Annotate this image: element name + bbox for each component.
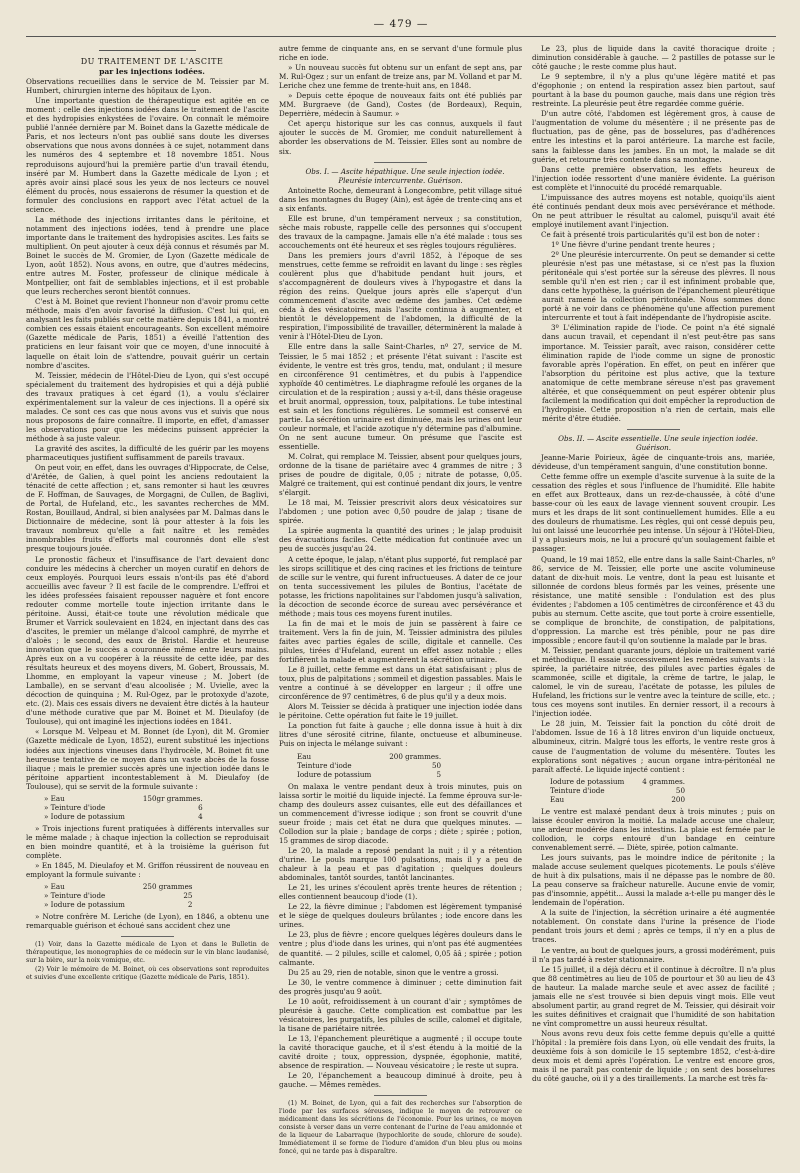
paragraph: Le 22, la fièvre diminue ; l'abdomen est légèrement tympanisé et le siège de quelques douleurs brûlantes ; iode encore dans les urines.: [279, 902, 522, 930]
formula-ingredient: Teinture d'iode: [297, 760, 352, 770]
paragraph: Le 15 juillet, il a déjà décru et il continue à décroître. Il n'a plus que 88 centimètres au lieu de 105 de pourtour et 30 au lieu de 43 de hauteur. La malade marche seule et avec assez de facilité ; jamais elle ne s'est trouvée si bien depuis vingt mois. Elle veut absolument partir, au grand regret de M. Teissier, qui désirait voir les suites définitives et craignait que l'humidité de son habitation ne vînt compromettre un aussi heureux résultat.: [532, 964, 775, 1028]
paragraph: M. Colrat, qui remplace M. Teissier, absent pour quelques jours, ordonne de la tisane de pariétaire avec 4 grammes de nitre ; 3 prises de poudre de digitale, 0,05 ; nitrate de potasse, 0,05. Malgré ce traitement, qui est continué pendant dix jours, le ventre s'élargit.: [279, 452, 522, 498]
paragraph: La méthode des injections irritantes dans le péritoine, et notamment des injections iodées, tend à prendre une place importante dans le traitement des hydropisies ascites. Les faits se multiplient. On peut ajouter à ceux déjà connus et résumés par M. Boinet le succès de M. Gromier, de Lyon (Gazette médicale de Lyon, août 1852). Nous avons, en outre, que d'autres médecins, entre autres M. Foster, professeur de clinique médicale à Montpellier, ont fait de semblables injections, et il est probable que leurs recherches seront bientôt connues.: [26, 214, 269, 297]
formula-ingredient: Teinture d'iode: [550, 785, 605, 795]
footnote: (2) Voir le mémoire de M. Boinet, où ces observations sont reproduites et suivies d'une excellente critique (Gazette médicale de Paris, 1851).: [26, 966, 269, 982]
formula-row: [546, 777, 689, 786]
page-header: [26, 14, 776, 37]
footnote: (1) Voir, dans la Gazette médicale de Lyon et dans le Bulletin de thérapeutique, les monographies de ce médecin sur le vin blanc laudanisé, sur la bière, sur la noix vomique, etc.: [26, 941, 269, 965]
paragraph: Une importante question de thérapeutique est agitée en ce moment : celle des injections iodées dans le traitement de l'ascite et des hydropisies enkystées de l'ovaire. On connaît le mémoire publié l'année dernière par M. Boinet dans la Gazette médicale de Paris, et nos lecteurs n'ont pas oublié sans doute les diverses observations que nous avons données à ce sujet, notamment dans les numéros des 4 septembre et 18 novembre 1851. Nous reproduisons aujourd'hui la première partie d'un travail étendu, inséré par M. Humbert dans la Gazette médicale de Lyon ; et après avoir ainsi placé sous les yeux de nos lecteurs ce nouvel élément du procès, nous essaierons de résumer la question et de formuler des conclusions en rapport avec l'état actuel de la science.: [26, 96, 269, 214]
formula-quantity: 50: [675, 785, 686, 795]
paragraph: M. Teissier, médecin de l'Hôtel-Dieu de Lyon, qui s'est occupé spécialement du traitement des hydropisies et qui a déjà publié des travaux pratiques à cet égard (1), a voulu s'éclairer expérimentalement sur la valeur de ces injections. Il a opéré six malades. Ce sont ces cas que nous avons vus et suivis que nous nous proposons de faire connaître. Il importe, en effet, d'amasser les observations pour que les médecins puissent apprécier la méthode à sa juste valeur.: [26, 370, 269, 443]
column-1: [26, 44, 269, 1162]
article-intro: Observations recueillies dans le service de M. Teissier par M. Humbert, chirurgien interne des hôpitaux de Lyon.: [26, 77, 269, 96]
formula-quantity: 5: [436, 769, 442, 779]
formula-ingredient: » Teinture d'iode: [44, 802, 106, 812]
paragraph: Le pronostic fâcheux et l'insuffisance de l'art devaient donc conduire les médecins à chercher un moyen curatif en dehors de ceux employés. Pourquoi leurs essais n'ont-ils pas été d'abord accueillis avec faveur ? Il est facile de le comprendre. L'effroi et les idées professées faisaient repousser naguère et font encore redouter comme mortelle toute injection irritante dans le péritoine. Aussi, était-ce toute une révolution médicale que Brumer et Varrick soulevaient en 1824, en injectant dans des cas d'ascites, le premier un mélange d'alcool camphré, de myrrhe et d'aloès ; le second, des eaux de Bristol. Hardie et heureuse innovation que le succès a couronnée même entre leurs mains. Après eux on a vu coopérer à la réussite de cette idée, par des résultats heureux et des moyens divers, M. Gobert, Broussais, M. Lhomme, en employant la vapeur vineuse ; M. Jobert (de Lamballe), en se servant d'eau alcoolisée ; M. Uvielle, avec la décoction de quinquina ; M. Rul-Ogez, par le protoxyde d'azote, etc. (2). Mais ces essais divers ne devaient être dictés à la hauteur d'une méthode curative que par M. Boinet et M. Dieulafoy (de Toulouse), qui ont imaginé les injections iodées en 1841.: [26, 554, 269, 727]
formula-quantity: 150gr grammes.: [142, 793, 203, 803]
formula-ingredient: » Eau: [44, 882, 65, 892]
paragraph: Le ventre est malaxé pendant deux à trois minutes ; puis on laisse écouler environ la moitié. La malade accuse une chaleur, une ardeur modérée dans les intestins. La plaie est fermée par le collodion, le corps entouré d'un bandage en ceinture convenablement serré. — Diète, spirée, potion calmante.: [532, 806, 775, 852]
formula-row: [40, 900, 196, 909]
paragraph: » Trois injections furent pratiquées à différents intervalles sur le même malade ; à chaque injection la collection se reproduisait en bien moindre quantité, et à la troisième la guérison fut complète.: [26, 823, 269, 861]
formula-table: [546, 777, 689, 804]
paragraph: Le 10 août, refroidissement à un courant d'air ; symptômes de pleurésie à gauche. Cette complication est combattue par les vésicatoires, les purgatifs, les pilules de scille, calomel et digitale, la tisane de pariétaire nitrée.: [279, 996, 522, 1033]
paragraph: Le 23, plus de fièvre ; encore quelques légères douleurs dans le ventre ; plus d'iode dans les urines, qui n'ont pas été augmentées de quantité. — 2 pilules, scille et calomel, 0,05 ââ ; spirée ; potion calmante.: [279, 930, 522, 967]
column-3: [532, 44, 775, 1162]
section-rule: [374, 162, 427, 163]
formula-ingredient: » Eau: [44, 793, 65, 803]
paragraph: D'un autre côté, l'abdomen est légèrement gros, à cause de l'augmentation de volume du mésentère ; il ne présente pas de fluctuation, pas de gêne, pas de bosselures, pas d'adhérences entre les intestins et la paroi antérieure. La marche est facile, sans la faiblesse dans les jambes. En un mot, la malade se dit guérie, et retourne très contente dans sa montagne.: [532, 109, 775, 164]
observation-title: Obs. II. — Ascite essentielle. Une seule injection iodée. Guérison.: [558, 433, 758, 452]
paragraph: Dans cette première observation, les effets heureux de l'injection iodée ressortent d'une manière évidente. La guérison est complète et l'innocuité du procédé remarquable.: [532, 164, 775, 192]
formula-row: [546, 795, 689, 804]
title-rule: [99, 50, 196, 51]
formula-row: [293, 761, 445, 770]
paragraph: Le 13, l'épanchement pleurétique a augmenté ; il occupe toute la cavité thoracique gauche, et il s'est étendu à la moitié de la cavité droite ; toux, oppression, dyspnée, égophonie, matité, absence de respiration. — Nouveau vésicatoire ; le reste ut supra.: [279, 1033, 522, 1071]
formula-row: [293, 752, 445, 761]
column-2: [279, 44, 522, 1162]
paragraph: Dans les premiers jours d'avril 1852, à l'époque de ses menstrues, cette femme se refroidit en lavant du linge : ses règles coulèrent plus que d'habitude pendant huit jours, et s'accompagnèrent de douleurs vives à l'hypogastre et dans la région des reins. Quelque jours après elle s'aperçut d'un commencement d'ascite avec œdème des jambes. Cet œdème céda à des vésicatoires, mais l'ascite continua à augmenter, et bientôt le développement de l'abdomen, la difficulté de la respiration, l'impossibilité de travailler, déterminèrent la malade à venir à l'Hôtel-Dieu de Lyon.: [279, 250, 522, 342]
formula-quantity: 25: [183, 891, 193, 901]
paragraph: A la suite de l'injection, la sécrétion urinaire a été augmentée notablement. On constate dans l'urine la présence de l'iode pendant trois jours et demi ; après ce temps, il n'y en a plus de traces.: [532, 908, 775, 945]
paragraph: M. Teissier, pendant quarante jours, déploie un traitement varié et méthodique. Il essaie successivement les remèdes suivants : la spirée, la pariétaire nitrée, des pilules avec parties égales de scammonée, scille et digitale, la crème de tartre, le jalap, le calomel, le vin de sureau, l'acétate de potasse, les pilules de Hufeland, les frictions sur le ventre avec la teinture de scille, etc. ; tous ces moyens sont inutiles. En dernier ressort, il a recours à l'injection iodée.: [532, 646, 775, 719]
paragraph: Le 8 juillet, cette femme est dans un état satisfaisant ; plus de toux, plus de palpitations ; sommeil et digestion passables. Mais le ventre a continué à se développer en largeur ; il offre une circonférence de 97 centimètres, 6 de plus qu'il y a deux mois.: [279, 665, 522, 702]
paragraph: Le 30, le ventre commence à diminuer ; cette diminution fait des progrès jusqu'au 9 août.: [279, 977, 522, 996]
paragraph: Alors M. Teissier se décida à pratiquer une injection iodée dans le péritoine. Cette opération fut faite le 19 juillet.: [279, 702, 522, 721]
formula-table: [293, 752, 445, 779]
paragraph: Antoinette Roche, demeurant à Longecombre, petit village situé dans les montagnes du Bugey (Ain), est âgée de trente-cinq ans et a six enfants.: [279, 185, 522, 213]
formula-row: [40, 891, 196, 900]
formula-table: [40, 882, 196, 909]
formula-row: [293, 770, 445, 779]
paragraph: Le ventre, au bout de quelques jours, a grossi modérément, puis il n'a pas tardé à rester stationnaire.: [532, 945, 775, 964]
page-number: — 479 —: [373, 18, 429, 30]
formula-quantity: 4 grammes.: [642, 776, 686, 786]
formula-ingredient: Iodure de potassium: [550, 776, 625, 786]
paragraph: Le 28 juin, M. Teissier fait la ponction du côté droit de l'abdomen. Issue de 16 à 18 litres environ d'un liquide onctueux, albumineux, citrin. Malgré tous les efforts, le ventre reste gros à cause de l'augmentation de volume du mésentère. Toutes les explorations sont négatives ; aucun organe intra-péritonéal ne paraît affecté. Le liquide injecté contient :: [532, 719, 775, 774]
article-columns: [26, 44, 776, 1162]
formula-ingredient: Iodure de potassium: [297, 769, 372, 779]
formula-ingredient: » Teinture d'iode: [44, 891, 106, 901]
observation-title: Obs. I. — Ascite hépathique. Une seule injection iodée. Pleurésie intercurrente. Guérison.: [305, 166, 505, 185]
paragraph: Cet aperçu historique sur les cas connus, auxquels il faut ajouter le succès de M. Gromier, me conduit naturellement à aborder les observations de M. Teissier. Elles sont au nombre de six.: [279, 119, 522, 156]
formula-quantity: 50: [432, 760, 442, 770]
paragraph: La fin de mai et le mois de juin se passèrent à faire ce traitement. Vers la fin de juin, M. Teissier administra des pilules faites avec parties égales de scille, digitale et cannelle. Ces pilules, tirées d'Hufeland, eurent un effet assez notable ; elles fortifièrent la malade et augmentèrent la sécrétion urinaire.: [279, 618, 522, 665]
paragraph: Du 25 au 29, rien de notable, sinon que le ventre a grossi.: [288, 967, 499, 977]
formula-quantity: 200: [671, 794, 686, 804]
paragraph: La gravité des ascites, la difficulté de les guérir par les moyens pharmaceutiques justifient suffisamment de pareils travaux.: [26, 443, 269, 463]
paragraph: Le 20, l'épanchement a beaucoup diminué à droite, peu à gauche. — Mêmes remèdes.: [279, 1071, 522, 1090]
paragraph: « Lorsque M. Velpeau et M. Bonnet (de Lyon), dit M. Gromier (Gazette médicale de Lyon, 1852), eurent substitué les injections iodées aux injections vineuses dans l'hydrocèle, M. Boinet fit une heureuse tentative de ce moyen dans un vaste abcès de la fosse iliaque ; mais le premier succès après une injection iodée dans le péritoine appartient incontestablement à M. Dieulafoy (de Toulouse), qui se servit de la formule suivante :: [26, 727, 269, 791]
paragraph: » En 1845, M. Dieulafoy et M. Griffon réussirent de nouveau en employant la formule suivante :: [26, 861, 269, 880]
article-title: DU TRAITEMENT DE L'ASCITE: [80, 57, 224, 66]
paragraph: Quand, le 19 mai 1852, elle entre dans la salle Saint-Charles, nº 86, service de M. Teissier, elle porte une ascite volumineuse datant de dix-huit mois. Le ventre, dont la peau est luisante et sillonnée de cordons bleus formés par les veines, présente une résistance, une matité sensible : l'ondulation est des plus évidentes ; l'abdomen a 105 centimètres de circonférence et 43 du pubis au sternum. Cette ascite, que tout porte à croire essentielle, se complique de bronchite, de constipation, de palpitations, d'oppression. La marche est très pénible, pour ne pas dire impossible ; encore faut-il qu'on soutienne la malade par le bras.: [532, 554, 775, 645]
paragraph: La spirée augmenta la quantité des urines ; le jalap produisit des évacuations faciles. Cette médication fut continuée avec un peu de succès jusqu'au 24.: [279, 526, 522, 554]
paragraph: Le 18 mai, M. Teissier prescrivit alors deux vésicatoires sur l'abdomen ; une potion avec 0,50 poudre de jalap ; tisane de spirée.: [279, 498, 522, 526]
paragraph: » Depuis cette époque de nouveaux faits ont été publiés par MM. Burgraeve (de Gand), Costes (de Bordeaux), Requin, Deperrière, médecin à Saumur. »: [279, 91, 522, 119]
paragraph: Elle entre dans la salle Saint-Charles, nº 27, service de M. Teissier, le 5 mai 1852 ; et présente l'état suivant : l'ascite est évidente, le ventre est très gros, tendu, mat, ondulant ; il mesure en circonférence 91 centimètres, et du pubis à l'appendice xyphoïde 40 centimètres. Le diaphragme refoulé les organes de la circulation et de la respiration ; aussi y a-t-il, dans thésie orageuse et bruit anormal, oppression, toux, palpitations. Le tube intestinal est sain et les fonctions régulières. Le sommeil est conservé en partie. La sécrétion urinaire est diminuée, mais les urines ont leur couleur normale, et l'acide azotique n'y détermine pas d'albumine. On ne sent aucune tumeur. On présume que l'ascite est essentielle.: [279, 342, 522, 451]
paragraph: Cette femme offre un exemple d'ascite survenue à la suite de la cessation des règles et sous l'influence de l'humidité. Elle habite en effet aux Brotteaux, dans un rez-de-chaussée, à côté d'une basse-cour où les eaux de lavage viennent souvent croupir. Les murs et les draps de lit sont continuellement humides. Elle a eu des douleurs de rhumatisme. Les règles, qui ont cessé depuis peu, lui ont laissé une leucorrhée peu intense. Un séjour à l'Hôtel-Dieu, il y a plusieurs mois, ne lui a procuré qu'un soulagement faible et passager.: [532, 472, 775, 554]
formula-ingredient: » Iodure de potassium: [44, 900, 125, 910]
paragraph: » Un nouveau succès fut obtenu sur un enfant de sept ans, par M. Rul-Ogez ; sur un enfant de treize ans, par M. Volland et par M. Leriche chez une femme de trente-huit ans, en 1848.: [279, 63, 522, 91]
formula-ingredient: Eau: [297, 751, 312, 761]
footnote-rule: [121, 936, 174, 937]
formula-row: [40, 794, 207, 803]
paragraph: Le 23, plus de liquide dans la cavité thoracique droite ; diminution considérable à gauche. — 2 pastilles de potasse sur le côté gauche ; le reste comme plus haut.: [532, 44, 775, 72]
formula-row: [40, 882, 196, 891]
paragraph: A cette époque, le jalap, n'étant plus supporté, fut remplacé par les sirops scillitique et des cinq racines et les frictions de teinture de scille sur le ventre, qui furent infructueuses. A dater de ce jour on tenta successivement les pilules de Bontius, l'acétate de potasse, les frictions napolitaines sur l'abdomen jusqu'à salivation, la décoction de seconde écorce de sureau avec persévérance et méthode ; mais tous ces moyens furent inutiles.: [279, 554, 522, 618]
paragraph: La ponction fut faite à gauche ; elle donna issue à huit à dix litres d'une sérosité citrine, filante, onctueuse et albumineuse. Puis on injecta le mélange suivant :: [279, 721, 522, 749]
article-subtitle: par les injections iodées.: [99, 67, 205, 77]
formula-ingredient: Eau: [550, 794, 565, 804]
formula-table: [40, 794, 207, 821]
paragraph: Le 21, les urines s'écoulent après trente heures de rétention ; elles contiennent beaucoup d'iode (1).: [279, 883, 522, 902]
page: [26, 14, 776, 1164]
formula-row: [40, 812, 207, 821]
footnote: (1) M. Boinet, de Lyon, qui a fait des recherches sur l'absorption de l'iode par les surfaces séreuses, indique le moyen de retrouver ce médicament dans les sécrétions de l'économie. Pour les urines, ce moyen consiste à verser dans un verre contenant de l'urine de l'eau amidonnée et de la liqueur de Labarraque (hypochlorite de soude, chlorure de soude). Immédiatement il se forme de l'iodure d'amidon d'un bleu plus ou moins foncé, qui ne tarde pas à disparaître.: [279, 1100, 522, 1156]
paragraph: Le 20, la malade a reposé pendant la nuit ; il y a rétention d'urine. Le pouls marque 100 pulsations, mais il y a peu de chaleur à la peau et pas d'agitation ; quelques douleurs abdominales, tantôt sourdes, tantôt lancinantes.: [279, 845, 522, 883]
formula-quantity: 6: [198, 802, 203, 812]
paragraph: C'est à M. Boinet que revient l'honneur non d'avoir promu cette méthode, mais d'en avoir favorisé la diffusion. C'est lui qui, en analysant les faits publiés sur cette matière depuis 1841, a montré combien ces essais étaient encourageants. Son excellent mémoire (Gazette médicale de Paris, 1851) a éveillé l'attention des praticiens en leur faisant voir que ce moyen, d'une innocuité à laquelle on était loin de s'attendre, pouvait guérir un certain nombre d'ascites.: [26, 297, 269, 370]
list-item: 2º Une pleurésie intercurrente. On peut se demander si cette pleurésie n'est pas une métastase, si ce n'est pas la fluxion péritonéale qui s'est portée sur la séreuse des plèvres. Il nous semble qu'il n'en est rien ; car il est infiniment probable que, dans cette hypothèse, la guérison de l'épanchement pleurétique aurait ramené la collection péritonéale. Nous sommes donc porté à ne voir dans ce phénomène qu'une affection purement intercurrente et tout à fait indépendante de l'hydropisie ascite.: [542, 250, 775, 323]
paragraph: Jeanne-Marie Poirieux, âgée de cinquante-trois ans, mariée, dévideuse, d'un tempérament sanguin, d'une constitution bonne.: [532, 453, 775, 472]
formula-quantity: 200 grammes.: [389, 751, 442, 761]
paragraph: L'impuissance des autres moyens est notable, quoiqu'ils aient été continués pendant deux mois avec persévérance et méthode. On ne peut attribuer le résultat au calomel, puisqu'il avait été employé inutilement avant l'injection.: [532, 192, 775, 229]
formula-quantity: 2: [187, 900, 193, 910]
formula-quantity: 4: [198, 811, 203, 821]
paragraph: On peut voir, en effet, dans les ouvrages d'Hippocrate, de Celse, d'Arétée, de Galien, à quel point les anciens redoutaient la ténacité de cette affection ; et, sans remonter si haut les œuvres de F. Hoffman, de Sauvages, de Morgagni, de Cullen, de Baglivi, de Portal, de Hufeland, etc., les savantes recherches de MM. Rostan, Bouillaud, Andral, si bien analysées par M. Dalmas dans le Dictionnaire de médecine, sont là pour attester à la fois les travaux nombreux qu'elle a fait naître et les remèdes innombrables fruits d'efforts mal couronnés dont elle s'est presque toujours jouée.: [26, 463, 269, 554]
paragraph: Le 9 septembre, il n'y a plus qu'une légère matité et pas d'égophonie ; on entend la respiration assez bien partout, sauf pourtant à la base du poumon gauche, mais dans une région très restreinte. La pleurésie peut être regardée comme guérie.: [532, 72, 775, 109]
paragraph: Ce fait à présenté trois particularités qu'il est bon de noter :: [541, 229, 760, 239]
paragraph: Nous avons revu deux fois cette femme depuis qu'elle a quitté l'hôpital : la première fois dans Lyon, où elle vendait des fruits, la deuxième fois à son domicile le 15 septembre 1852, c'est-à-dire deux mois et demi après l'opération. Le ventre est encore gros, mais il ne paraît pas contenir de liquide ; on sent des bosselures du côté gauche, où il y a des tiraillements. La marche est très fa-: [532, 1028, 775, 1084]
section-rule: [627, 429, 680, 430]
formula-row: [546, 786, 689, 795]
paragraph: » Notre confrère M. Leriche (de Lyon), en 1846, a obtenu une remarquable guérison et échoué sans accident chez une: [26, 912, 269, 931]
paragraph: autre femme de cinquante ans, en se servant d'une formule plus riche en iode.: [279, 44, 522, 63]
footnote-rule: [374, 1095, 427, 1096]
formula-row: [40, 803, 207, 812]
paragraph: Les jours suivants, pas le moindre indice de péritonite ; la malade accuse seulement quelques picotements. Le pouls s'élève de huit à dix pulsations, mais il ne dépasse pas le nombre de 80. La peau conserve sa fraîcheur naturelle. Aucune envie de vomir, pas d'insomnie, appétit... Aussi la malade a-t-elle pu manger dès le lendemain de l'opération.: [532, 853, 775, 908]
paragraph: On malaxa le ventre pendant deux à trois minutes, puis on laissa sortir le moitié du liquide injecté. La femme éprouva sur-le-champ des douleurs assez cuisantes, elle eut des défaillances et un commencement d'ivresse iodique ; son front se couvrit d'une sueur froide ; mais cet état ne dura que quelques minutes. — Collodion sur la plaie ; bandage de corps ; diète ; spirée ; potion, 15 grammes de sirop diacode.: [279, 781, 522, 845]
list-item: 3º L'élimination rapide de l'iode. Ce point n'a été signalé dans aucun travail, et cependant il n'est peut-être pas sans importance. M. Teissier paraît, avec raison, considérer cette élimination rapide de l'iode comme un signe de pronostic favorable après l'opération. En effet, on peut en inférer que l'absorption du péritoine est plus active, que la texture anatomique de cette membrane séreuse n'est pas gravement altérée, et que conséquemment on peut espérer obtenir plus facilement la modification qui doit empêcher la reproduction de l'hydropisie. Cette proposition n'a rien de certain, mais elle mérite d'être étudiée.: [542, 323, 775, 423]
paragraph: Elle est brune, d'un tempérament nerveux ; sa constitution, sèche mais robuste, rappelle celle des personnes qui s'occupent des travaux de la campagne. Jamais elle n'a été malade : tous ses accouchements ont été heureux et ses règles toujours régulières.: [279, 213, 522, 250]
list-item: 1º Une fièvre d'urine pendant trente heures ;: [551, 239, 715, 249]
formula-ingredient: » Iodure de potassium: [44, 811, 125, 821]
formula-quantity: 250 grammes: [142, 882, 193, 892]
